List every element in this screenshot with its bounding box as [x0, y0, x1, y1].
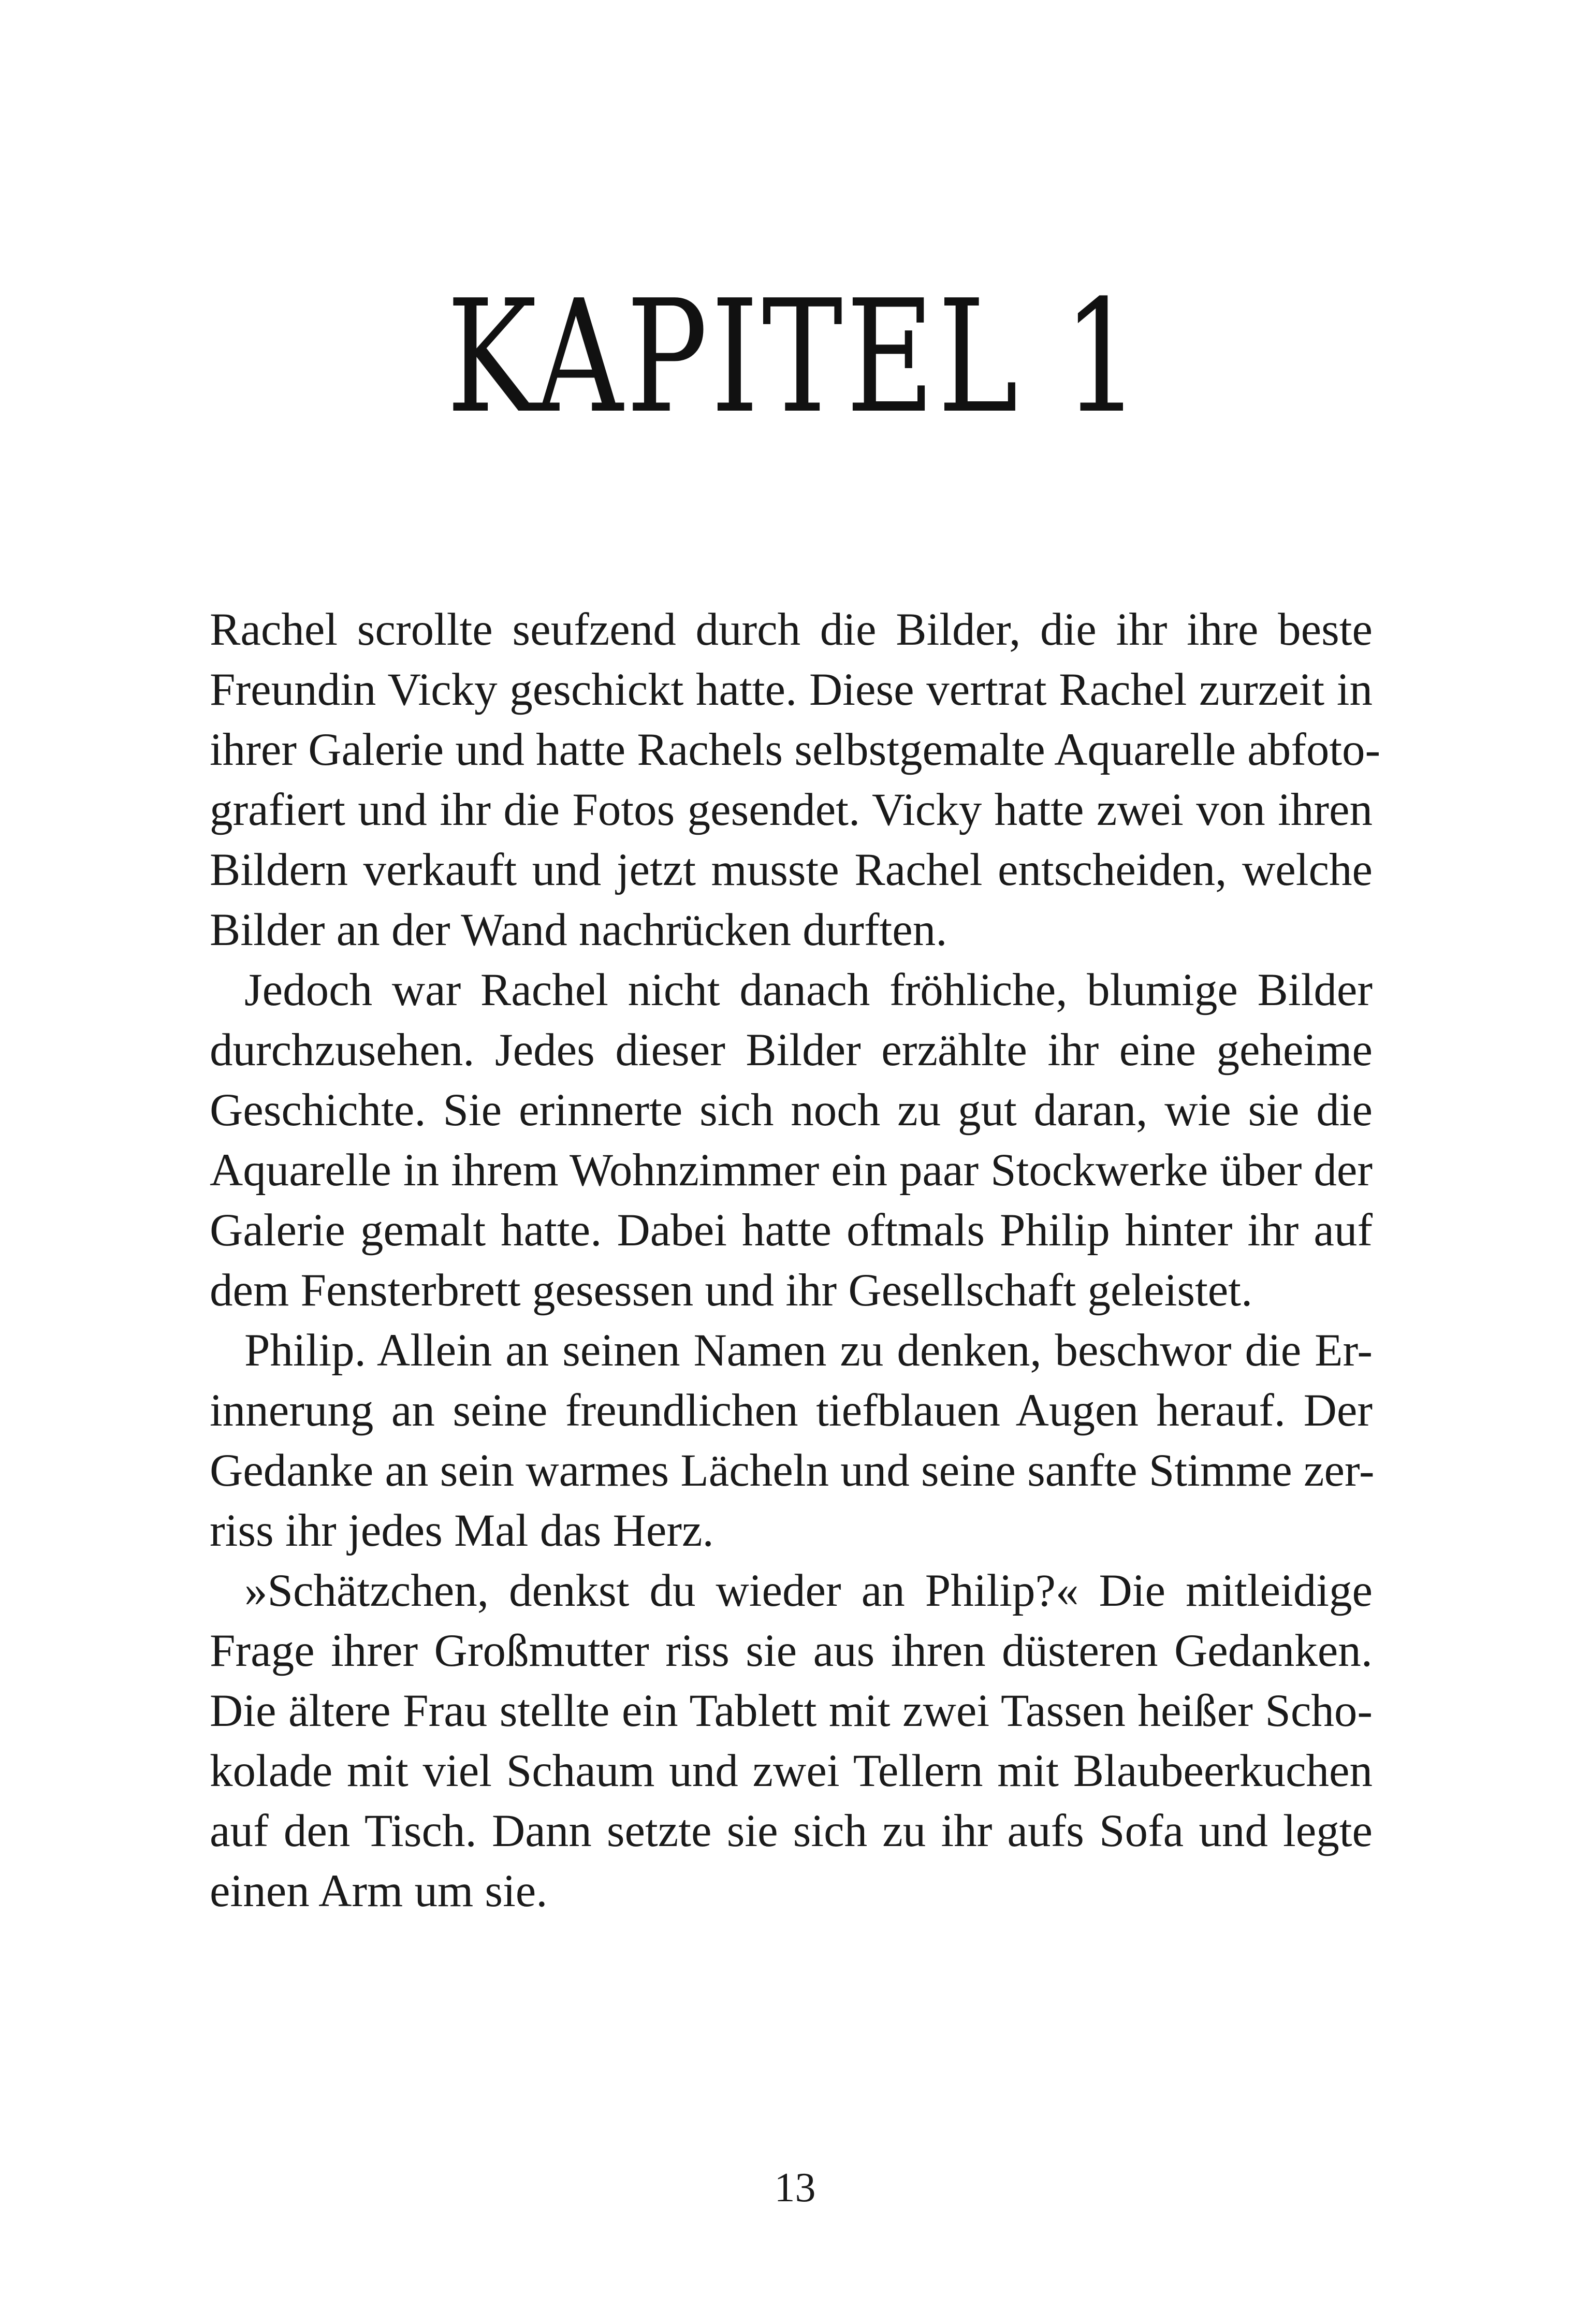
- text-line: Frage ihrer Großmutter riss sie aus ihren düsteren Gedanken.: [210, 1625, 1373, 1676]
- text-line: Jedoch war Rachel nicht danach fröhliche, blumige Bilder: [244, 965, 1373, 1015]
- text-line: einen Arm um sie.: [210, 1866, 548, 1916]
- text-line: Rachel scrollte seufzend durch die Bilder, die ihr ihre beste: [210, 604, 1373, 655]
- text-line: ihrer Galerie und hatte Rachels selbstgemalte Aquarelle abfoto-: [210, 724, 1381, 775]
- text-line: Freundin Vicky geschickt hatte. Diese vertrat Rachel zurzeit in: [210, 664, 1373, 715]
- page-number: 13: [774, 2165, 816, 2211]
- paragraph-2: [210, 960, 1373, 1320]
- text-line: dem Fensterbrett gesessen und ihr Gesellschaft geleistet.: [210, 1265, 1253, 1316]
- chapter-title: KAPITEL 1: [446, 267, 1144, 447]
- paragraph-3: [210, 1320, 1373, 1561]
- text-line: Galerie gemalt hatte. Dabei hatte oftmals Philip hinter ihr auf: [210, 1205, 1373, 1256]
- paragraph-4: [210, 1561, 1373, 1921]
- chapter-body: [210, 600, 1381, 1921]
- text-line: »Schätzchen, denkst du wieder an Philip?« Die mitleidige: [244, 1565, 1373, 1616]
- text-line: riss ihr jedes Mal das Herz.: [210, 1505, 714, 1556]
- text-line: Bilder an der Wand nachrücken durften.: [210, 905, 947, 955]
- text-line: Bildern verkauft und jetzt musste Rachel entscheiden, welche: [210, 845, 1373, 895]
- text-line: Gedanke an sein warmes Lächeln und seine sanfte Stimme zer-: [210, 1445, 1375, 1496]
- text-line: kolade mit viel Schaum und zwei Tellern mit Blaubeerkuchen: [210, 1746, 1373, 1796]
- text-line: auf den Tisch. Dann setzte sie sich zu ihr aufs Sofa und legte: [210, 1806, 1373, 1856]
- text-line: grafiert und ihr die Fotos gesendet. Vicky hatte zwei von ihren: [210, 785, 1373, 835]
- text-line: Die ältere Frau stellte ein Tablett mit zwei Tassen heißer Scho-: [210, 1686, 1373, 1736]
- text-line: Aquarelle in ihrem Wohnzimmer ein paar Stockwerke über der: [210, 1145, 1373, 1196]
- paragraph-1: [210, 600, 1381, 960]
- text-line: durchzusehen. Jedes dieser Bilder erzählte ihr eine geheime: [210, 1025, 1373, 1076]
- text-line: Philip. Allein an seinen Namen zu denken, beschwor die Er-: [244, 1325, 1373, 1376]
- text-line: Geschichte. Sie erinnerte sich noch zu gut daran, wie sie die: [210, 1085, 1373, 1136]
- text-line: innerung an seine freundlichen tiefblauen Augen herauf. Der: [210, 1385, 1373, 1436]
